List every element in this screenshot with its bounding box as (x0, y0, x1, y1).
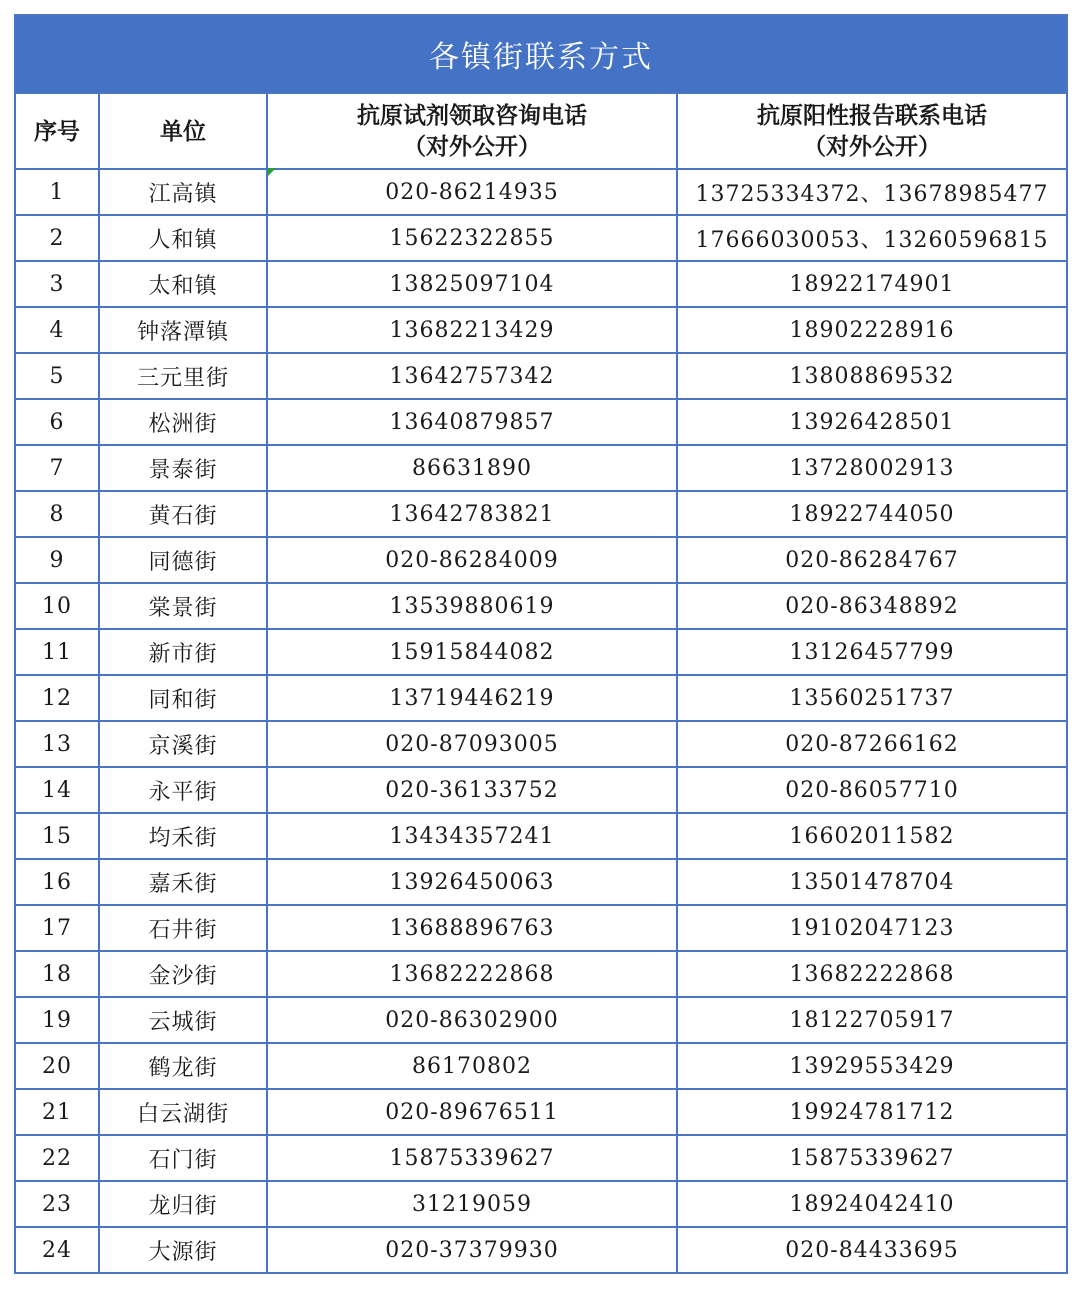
row-index: 16 (15, 859, 99, 905)
row-report-phone: 19924781712 (677, 1089, 1067, 1135)
table-row (15, 767, 1067, 813)
row-consult-phone: 86631890 (267, 445, 677, 491)
row-index: 20 (15, 1043, 99, 1089)
row-index: 14 (15, 767, 99, 813)
row-unit: 永平街 (99, 767, 267, 813)
title-row (15, 15, 1067, 93)
row-consult-phone: 13642757342 (267, 353, 677, 399)
row-report-phone: 15875339627 (677, 1135, 1067, 1181)
row-report-phone: 13501478704 (677, 859, 1067, 905)
row-index: 22 (15, 1135, 99, 1181)
row-index: 3 (15, 261, 99, 307)
row-index: 8 (15, 491, 99, 537)
row-consult-phone: 020-89676511 (267, 1089, 677, 1135)
row-unit: 人和镇 (99, 215, 267, 261)
row-consult-phone: 13926450063 (267, 859, 677, 905)
header-report-line1: 抗原阳性报告联系电话 (757, 102, 987, 129)
table-row (15, 1181, 1067, 1227)
row-report-phone: 020-86284767 (677, 537, 1067, 583)
row-unit: 同和街 (99, 675, 267, 721)
row-consult-phone: 15622322855 (267, 215, 677, 261)
row-consult-phone: 020-87093005 (267, 721, 677, 767)
row-unit: 石井街 (99, 905, 267, 951)
row-unit: 嘉禾街 (99, 859, 267, 905)
row-report-phone: 17666030053、13260596815 (677, 215, 1067, 261)
table-row (15, 1089, 1067, 1135)
row-index: 23 (15, 1181, 99, 1227)
row-unit: 松洲街 (99, 399, 267, 445)
table-row (15, 215, 1067, 261)
row-unit: 钟落潭镇 (99, 307, 267, 353)
row-report-phone: 13808869532 (677, 353, 1067, 399)
table-row (15, 537, 1067, 583)
row-index: 9 (15, 537, 99, 583)
table-row (15, 675, 1067, 721)
row-consult-phone: 020-86284009 (267, 537, 677, 583)
row-index: 19 (15, 997, 99, 1043)
header-row (15, 93, 1067, 169)
cell-marker (268, 168, 276, 176)
row-consult-phone: 15915844082 (267, 629, 677, 675)
table-row (15, 1227, 1067, 1273)
row-consult-phone: 13434357241 (267, 813, 677, 859)
row-unit: 大源街 (99, 1227, 267, 1273)
row-index: 18 (15, 951, 99, 997)
row-consult-phone: 15875339627 (267, 1135, 677, 1181)
row-report-phone: 020-86348892 (677, 583, 1067, 629)
row-index: 4 (15, 307, 99, 353)
header-unit: 单位 (99, 93, 267, 169)
row-consult-phone: 13539880619 (267, 583, 677, 629)
row-unit: 同德街 (99, 537, 267, 583)
table-row (15, 353, 1067, 399)
row-consult-phone: 020-37379930 (267, 1227, 677, 1273)
row-consult-phone: 13719446219 (267, 675, 677, 721)
header-index: 序号 (15, 93, 99, 169)
row-report-phone: 13926428501 (677, 399, 1067, 445)
row-unit: 石门街 (99, 1135, 267, 1181)
row-report-phone: 13126457799 (677, 629, 1067, 675)
row-unit: 京溪街 (99, 721, 267, 767)
table-row (15, 629, 1067, 675)
row-unit: 金沙街 (99, 951, 267, 997)
row-consult-phone: 13682213429 (267, 307, 677, 353)
row-unit: 白云湖街 (99, 1089, 267, 1135)
table-row (15, 997, 1067, 1043)
row-consult-phone: 13640879857 (267, 399, 677, 445)
row-unit: 鹤龙街 (99, 1043, 267, 1089)
row-report-phone: 18922174901 (677, 261, 1067, 307)
table-row (15, 445, 1067, 491)
row-report-phone: 13728002913 (677, 445, 1067, 491)
row-index: 21 (15, 1089, 99, 1135)
row-unit: 黄石街 (99, 491, 267, 537)
row-unit: 棠景街 (99, 583, 267, 629)
row-unit: 云城街 (99, 997, 267, 1043)
row-report-phone: 020-86057710 (677, 767, 1067, 813)
header-consult-line1: 抗原试剂领取咨询电话 (357, 102, 587, 129)
row-unit: 龙归街 (99, 1181, 267, 1227)
header-consult-phone (267, 93, 677, 169)
row-report-phone: 13929553429 (677, 1043, 1067, 1089)
row-report-phone: 18902228916 (677, 307, 1067, 353)
row-index: 7 (15, 445, 99, 491)
row-consult-phone: 13682222868 (267, 951, 677, 997)
header-consult-line2: （对外公开） (403, 133, 541, 160)
table-row (15, 813, 1067, 859)
row-report-phone: 020-84433695 (677, 1227, 1067, 1273)
table-row (15, 1043, 1067, 1089)
row-report-phone: 13725334372、13678985477 (677, 169, 1067, 215)
row-index: 24 (15, 1227, 99, 1273)
contact-table (14, 14, 1068, 1274)
row-consult-phone: 13642783821 (267, 491, 677, 537)
row-index: 11 (15, 629, 99, 675)
row-consult-phone: 86170802 (267, 1043, 677, 1089)
table-row (15, 307, 1067, 353)
row-unit: 三元里街 (99, 353, 267, 399)
row-report-phone: 19102047123 (677, 905, 1067, 951)
row-index: 13 (15, 721, 99, 767)
row-consult-phone: 31219059 (267, 1181, 677, 1227)
row-unit: 新市街 (99, 629, 267, 675)
table-row (15, 261, 1067, 307)
row-consult-phone: 020-86302900 (267, 997, 677, 1043)
row-index: 17 (15, 905, 99, 951)
row-unit: 景泰街 (99, 445, 267, 491)
table-row (15, 169, 1067, 215)
row-index: 15 (15, 813, 99, 859)
row-report-phone: 18122705917 (677, 997, 1067, 1043)
row-report-phone: 13682222868 (677, 951, 1067, 997)
table-row (15, 1135, 1067, 1181)
row-unit: 太和镇 (99, 261, 267, 307)
row-report-phone: 020-87266162 (677, 721, 1067, 767)
row-unit: 江高镇 (99, 169, 267, 215)
row-consult-phone: 020-86214935 (267, 169, 677, 215)
table-row (15, 399, 1067, 445)
row-report-phone: 18922744050 (677, 491, 1067, 537)
row-consult-phone: 13688896763 (267, 905, 677, 951)
table-row (15, 721, 1067, 767)
table-row (15, 491, 1067, 537)
row-index: 5 (15, 353, 99, 399)
table-row (15, 859, 1067, 905)
row-unit: 均禾街 (99, 813, 267, 859)
row-index: 6 (15, 399, 99, 445)
table-row (15, 583, 1067, 629)
row-consult-phone: 020-36133752 (267, 767, 677, 813)
table-title: 各镇街联系方式 (15, 15, 1067, 93)
table-row (15, 951, 1067, 997)
row-report-phone: 16602011582 (677, 813, 1067, 859)
row-consult-phone: 13825097104 (267, 261, 677, 307)
row-index: 10 (15, 583, 99, 629)
row-index: 1 (15, 169, 99, 215)
row-index: 2 (15, 215, 99, 261)
row-index: 12 (15, 675, 99, 721)
row-report-phone: 13560251737 (677, 675, 1067, 721)
row-report-phone: 18924042410 (677, 1181, 1067, 1227)
table-row (15, 905, 1067, 951)
header-report-line2: （对外公开） (803, 133, 941, 160)
header-report-phone (677, 93, 1067, 169)
